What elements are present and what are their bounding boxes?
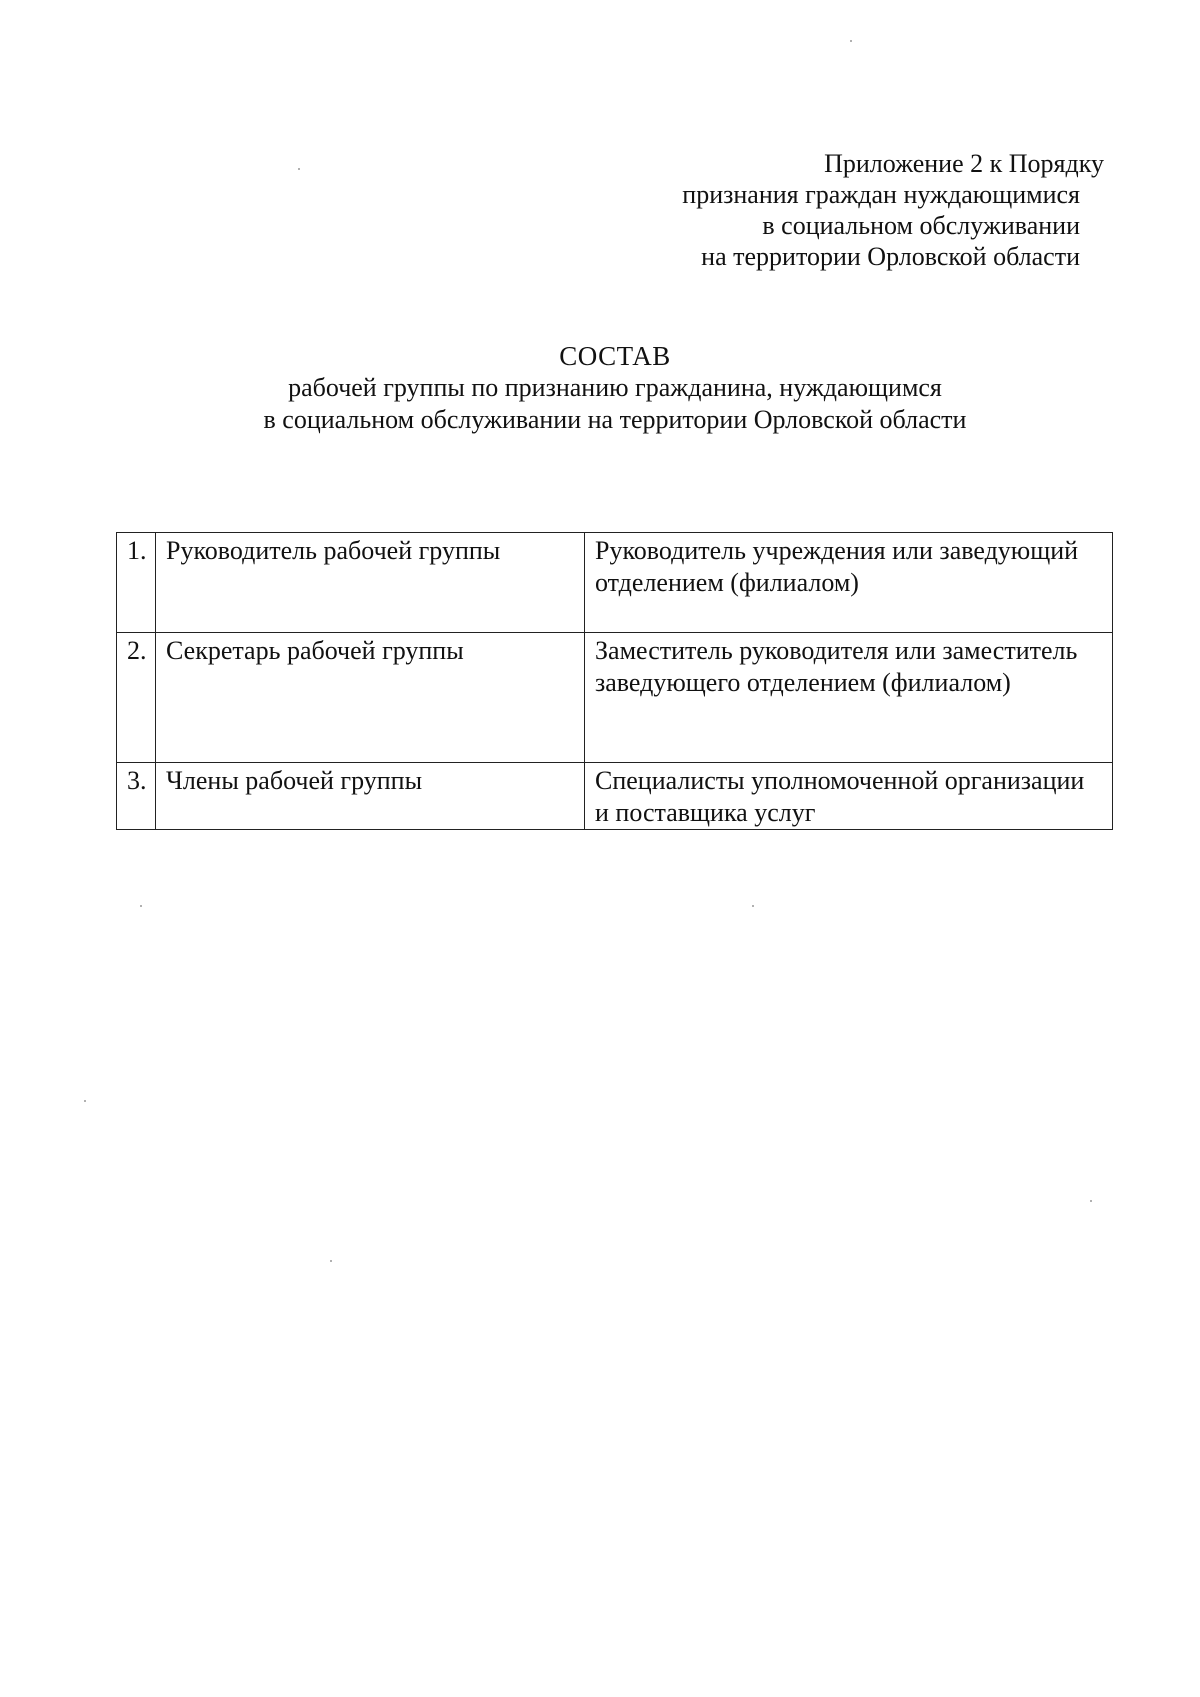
- row-description: Руководитель учреждения или заведующий отделением (филиалом): [585, 533, 1113, 633]
- table-row: [117, 533, 1113, 633]
- scan-speck: [1090, 1200, 1092, 1202]
- row-number: 2.: [117, 633, 156, 763]
- title-subtitle-line-1: рабочей группы по признанию гражданина, нуждающимся: [288, 373, 942, 402]
- row-description: Заместитель руководителя или заместитель заведующего отделением (филиалом): [585, 633, 1113, 763]
- scan-speck: [298, 168, 300, 170]
- scan-speck: [752, 905, 754, 907]
- table-row: [117, 633, 1113, 763]
- appendix-line-3: в социальном обслуживании: [762, 211, 1080, 240]
- scan-speck: [84, 1100, 86, 1102]
- row-role: Секретарь рабочей группы: [156, 633, 585, 763]
- document-title: [0, 340, 1200, 436]
- working-group-table: [116, 532, 1113, 830]
- row-number: 3.: [117, 763, 156, 830]
- appendix-line-4: на территории Орловской области: [701, 242, 1080, 271]
- row-description: Специалисты уполномоченной организации и поставщика услуг: [585, 763, 1113, 830]
- appendix-line-2: признания граждан нуждающимися: [682, 180, 1080, 209]
- table-row: [117, 763, 1113, 830]
- row-role: Руководитель рабочей группы: [156, 533, 585, 633]
- scan-speck: [850, 40, 852, 42]
- scan-speck: [140, 905, 142, 907]
- row-role: Члены рабочей группы: [156, 763, 585, 830]
- appendix-header: [544, 148, 1104, 272]
- row-number: 1.: [117, 533, 156, 633]
- title-main: СОСТАВ: [559, 341, 671, 371]
- scan-speck: [330, 1260, 332, 1262]
- appendix-line-1: Приложение 2 к Порядку: [824, 149, 1104, 178]
- title-subtitle-line-2: в социальном обслуживании на территории Орловской области: [263, 405, 967, 434]
